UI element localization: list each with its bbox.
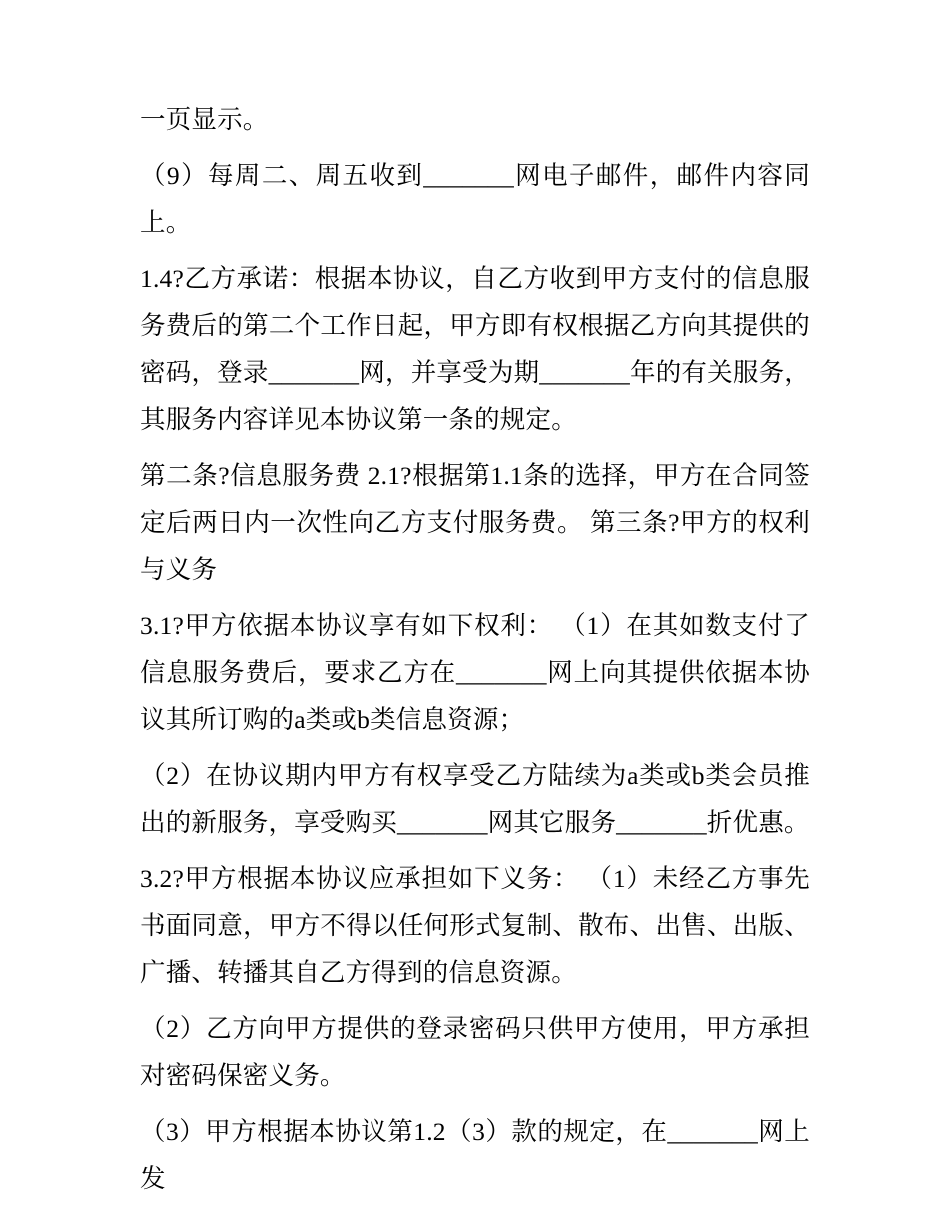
paragraph: 一页显示。 [140, 105, 269, 134]
paragraph: 3.2?甲方根据本协议应承担如下义务： （1）未经乙方事先书面同意，甲方不得以任何形式复制、散布、出售、出版、广播、转播其自乙方得到的信息资源。 [140, 864, 810, 987]
paragraph: （2）在协议期内甲方有权享受乙方陆续为a类或b类会员推出的新服务，享受购买_______网其它服务_______折优惠。 [140, 761, 810, 837]
paragraph: （3）甲方根据本协议第1.2（3）款的规定，在_______网上发 [140, 1117, 810, 1193]
paragraph: （9）每周二、周五收到_______网电子邮件，邮件内容同上。 [140, 161, 810, 237]
paragraph: 第二条?信息服务费 2.1?根据第1.1条的选择，甲方在合同签定后两日内一次性向乙方支付服务费。 第三条?甲方的权利与义务 [140, 461, 810, 584]
paragraph: 3.1?甲方依据本协议享有如下权利： （1）在其如数支付了信息服务费后，要求乙方在_______网上向其提供依据本协议其所订购的a类或b类信息资源； [140, 611, 810, 734]
paragraph: 1.4?乙方承诺：根据本协议，自乙方收到甲方支付的信息服务费后的第二个工作日起，甲方即有权根据乙方向其提供的密码，登录_______网，并享受为期_______年的有关服务，其服务内容详见本协议第一条的规定。 [140, 264, 810, 434]
paragraph: （2）乙方向甲方提供的登录密码只供甲方使用，甲方承担对密码保密义务。 [140, 1014, 810, 1090]
document-body [140, 96, 810, 1202]
